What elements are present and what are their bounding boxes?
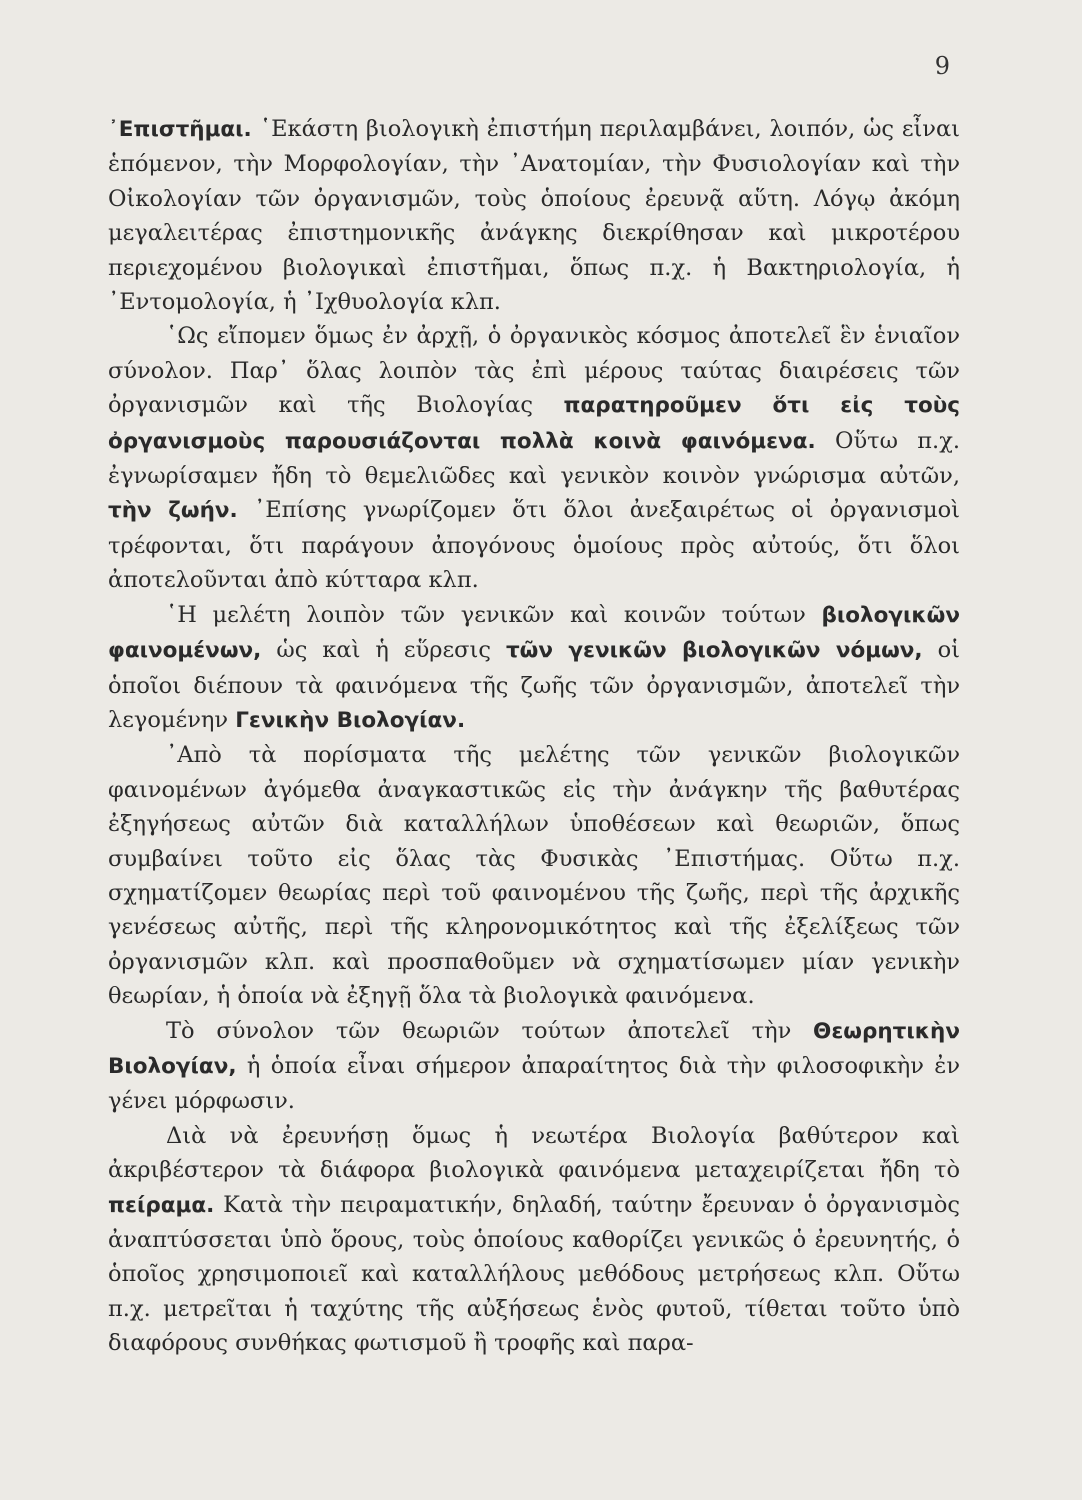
text-segment: ῾Ως εἴπομεν ὅμως ἐν ἀρχῇ, ὁ ὀργανικὸς κόσμος ἀποτελεῖ ἓν ἑνιαῖον σύνολον. Παρ᾿ ὅλας λοιπὸν τὰς ἐπὶ μέρους ταύτας διαιρέσεις τῶν ὀργανισμῶν καὶ τῆς Βιολογίας (108, 323, 960, 419)
text-segment: ᾿Απὸ τὰ πορίσματα τῆς μελέτης τῶν γενικῶν βιολογικῶν φαινομένων ἀγόμεθα ἀναγκαστικῶς εἰς τὴν ἀνάγκην τῆς βαθυτέρας ἐξηγήσεως αὐτῶν διὰ καταλλήλων ὑποθέσεων καὶ θεωριῶν, ὅπως συμβαίνει τοῦτο εἰς ὅλας τὰς Φυσικὰς ᾿Επιστήμας. Οὕτω π.χ. σχηματίζομεν θεωρίας περὶ τοῦ φαινομένου τῆς ζωῆς, περὶ τῆς ἀρχικῆς γενέσεως αὐτῆς, περὶ τῆς κληρονομικότητος καὶ τῆς ἐξελίξεως τῶν ὀργανισμῶν κλπ. καὶ προσπαθοῦμεν νὰ σχηματίσωμεν μίαν γενικὴν θεωρίαν, ἡ ὁποία νὰ ἐξηγῇ ὅλα τὰ βιολογικὰ φαινόμενα. (108, 742, 960, 1010)
paragraph-general-biology (108, 598, 960, 739)
paragraph-common-phenomena (108, 319, 960, 597)
text-segment: ᾿Επίσης γνωρίζομεν ὅτι ὅλοι ἀνεξαιρέτως οἱ ὀργανισμοὶ τρέφονται, ὅτι παράγουν ἀπογόνους ὁμοίους πρὸς αὐτούς, ὅτι ὅλοι ἀποτελοῦνται ἀπὸ κύτταρα κλπ. (108, 497, 960, 594)
page-number: 9 (934, 52, 950, 80)
body-text (108, 112, 960, 1361)
heading-sciences: ᾿Επιστῆμαι. (108, 117, 260, 142)
paragraph-experiment (108, 1119, 960, 1361)
paragraph-sciences (108, 112, 960, 319)
text-segment: ῾Εκάστη βιολογικὴ ἐπιστήμη περιλαμβάνει, λοιπόν, ὡς εἶναι ἑπόμενον, τὴν Μορφολογίαν, τὴν ᾿Ανατομίαν, τὴν Φυσιολογίαν καὶ τὴν Οἰκολογίαν τῶν ὀργανισμῶν, τοὺς ὁποίους ἐρευνᾷ αὕτη. Λόγῳ ἀκόμη μεγαλειτέρας ἐπιστημονικῆς ἀνάγκης διεκρίθησαν καὶ μικροτέρου περιεχομένου βιολογικαὶ ἐπιστῆμαι, ὅπως π.χ. ἡ Βακτηριολογία, ἡ ᾿Εντομολογία, ἡ ᾿Ιχθυολογία κλπ. (108, 116, 960, 316)
paragraph-theories (108, 738, 960, 1013)
emphasis-experiment: πείραμα. (108, 1192, 215, 1218)
emphasis-life: τὴν ζωήν. (108, 498, 238, 524)
emphasis-common-phenomena: παρατηροῦμεν ὅτι εἰς τοὺς ὀργανισμοὺς παρουσιάζονται πολλὰ κοινὰ φαινόμενα. (108, 393, 960, 454)
emphasis-biological-phenomena: βιολογικῶν φαινομένων, (108, 602, 960, 664)
text-segment: ὡς καὶ ἡ εὕρεσις (261, 637, 506, 664)
emphasis-theoretical-biology: Θεωρητικὴν Βιολογίαν, (108, 1018, 960, 1079)
emphasis-general-biology: Γενικὴν Βιολογίαν. (235, 707, 466, 733)
emphasis-biological-laws: τῶν γενικῶν βιολογικῶν νόμων, (505, 638, 923, 664)
text-segment: Τὸ σύνολον τῶν θεωριῶν τούτων ἀποτελεῖ τὴν (166, 1017, 814, 1044)
text-segment: ἡ ὁποία εἶναι σήμερον ἀπαραίτητος διὰ τὴν φιλοσοφικὴν ἐν γένει μόρφωσιν. (108, 1052, 960, 1115)
paragraph-theoretical-biology (108, 1014, 960, 1119)
text-segment: οἱ ὁποῖοι διέπουν τὰ φαινόμενα τῆς ζωῆς τῶν ὀργανισμῶν, ἀποτελεῖ τὴν λεγομένην (108, 637, 960, 733)
text-segment: ῾Η μελέτη λοιπὸν τῶν γενικῶν καὶ κοινῶν τούτων (166, 601, 822, 628)
text-segment: Κατὰ τὴν πειραματικήν, δηλαδή, ταύτην ἔρευναν ὁ ὀργανισμὸς ἀναπτύσσεται ὑπὸ ὅρους, τοὺς ὁποίους καθορίζει γενικῶς ὁ ἐρευνητής, ὁ ὁποῖος χρησιμοποιεῖ καὶ καταλλήλους μεθόδους μετρήσεως κλπ. Οὕτω π.χ. μετρεῖται ἡ ταχύτης τῆς αὐξήσεως ἑνὸς φυτοῦ, τίθεται τοῦτο ὑπὸ διαφόρους συνθήκας φωτισμοῦ ἢ τροφῆς καὶ παρα- (108, 1191, 960, 1357)
text-segment: Διὰ νὰ ἐρευνήσῃ ὅμως ἡ νεωτέρα Βιολογία βαθύτερον καὶ ἀκριβέστερον τὰ διάφορα βιολογικὰ φαινόμενα μεταχειρίζεται ἤδη τὸ (108, 1122, 960, 1184)
text-segment: Οὕτω π.χ. ἐγνωρίσαμεν ἤδη τὸ θεμελιῶδες καὶ γενικὸν κοινὸν γνώρισμα αὐτῶν, (108, 427, 960, 490)
